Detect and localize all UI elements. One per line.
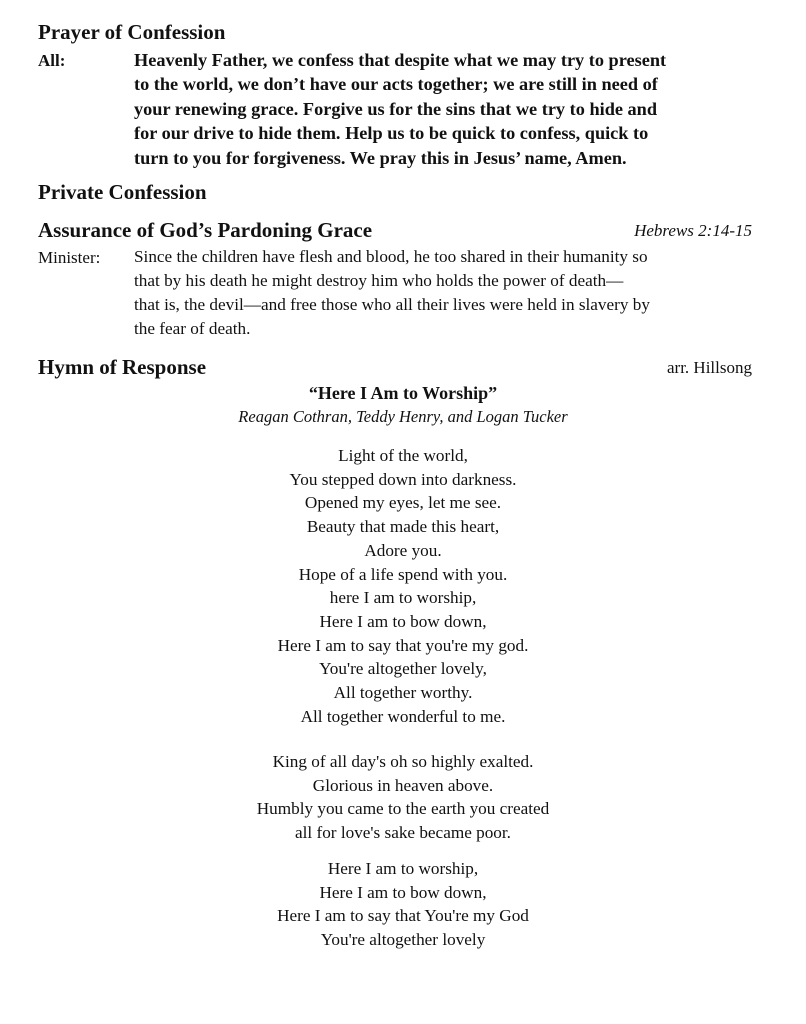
prayer-line: for our drive to hide them. Help us to be quick to confess, quick to bbox=[134, 123, 649, 144]
lyric-line: You're altogether lovely bbox=[320, 930, 486, 950]
lyric-line: You're altogether lovely, bbox=[319, 659, 487, 679]
lyrics-stanza-1 bbox=[0, 444, 806, 728]
lyric-line: All together wonderful to me. bbox=[300, 706, 506, 726]
prayer-speaker-label: All: bbox=[38, 51, 66, 70]
prayer-of-confession-text bbox=[134, 48, 774, 170]
lyric-line: Here I am to say that You're my God bbox=[277, 906, 529, 926]
lyric-line: Here I am to bow down, bbox=[319, 882, 487, 902]
hymn-arrangement: arr. Hillsong bbox=[667, 358, 752, 377]
prayer-of-confession-heading: Prayer of Confession bbox=[38, 20, 226, 44]
lyric-line: Humbly you came to the earth you created bbox=[256, 799, 550, 819]
lyric-line: Hope of a life spend with you. bbox=[298, 564, 508, 584]
assurance-line: Since the children have flesh and blood, he too shared in their humanity so bbox=[134, 247, 648, 266]
assurance-text bbox=[134, 245, 774, 341]
lyric-line: You stepped down into darkness. bbox=[289, 469, 517, 489]
lyric-line: Beauty that made this heart, bbox=[306, 517, 500, 537]
prayer-line: your renewing grace. Forgive us for the sins that we try to hide and bbox=[134, 98, 658, 119]
minister-speaker-label: Minister: bbox=[38, 248, 101, 267]
lyric-line: all for love's sake became poor. bbox=[295, 823, 511, 843]
assurance-line: the fear of death. bbox=[134, 319, 251, 338]
lyric-line: King of all day's oh so highly exalted. bbox=[272, 752, 534, 771]
lyric-line: Here I am to worship, bbox=[327, 859, 479, 878]
lyric-line: Glorious in heaven above. bbox=[312, 775, 494, 795]
lyric-line: Light of the world, bbox=[338, 446, 468, 465]
assurance-line: that by his death he might destroy him who holds the power of death— bbox=[134, 271, 624, 290]
lyric-line: Opened my eyes, let me see. bbox=[304, 493, 502, 513]
private-confession-heading: Private Confession bbox=[38, 180, 207, 204]
lyric-line: here I am to worship, bbox=[329, 588, 477, 608]
lyrics-stanza-2 bbox=[0, 750, 806, 845]
song-authors: Reagan Cothran, Teddy Henry, and Logan Tucker bbox=[238, 407, 568, 426]
lyrics-stanza-3 bbox=[0, 857, 806, 952]
prayer-line: to the world, we don’t have our acts together; we are still in need of bbox=[134, 74, 658, 95]
scripture-reference: Hebrews 2:14-15 bbox=[634, 221, 752, 240]
lyric-line: Adore you. bbox=[364, 540, 442, 560]
lyric-line: Here I am to bow down, bbox=[319, 611, 487, 631]
assurance-heading: Assurance of God’s Pardoning Grace bbox=[38, 218, 373, 242]
assurance-line: that is, the devil—and free those who all their lives were held in slavery by bbox=[134, 295, 650, 314]
lyric-line: All together worthy. bbox=[333, 683, 473, 703]
prayer-line: turn to you for forgiveness. We pray this in Jesus’ name, Amen. bbox=[134, 147, 627, 168]
lyric-line: Here I am to say that you're my god. bbox=[277, 635, 529, 655]
song-title: “Here I Am to Worship” bbox=[308, 383, 498, 403]
prayer-line: Heavenly Father, we confess that despite what we may try to present bbox=[134, 50, 667, 70]
hymn-of-response-heading: Hymn of Response bbox=[38, 355, 207, 379]
